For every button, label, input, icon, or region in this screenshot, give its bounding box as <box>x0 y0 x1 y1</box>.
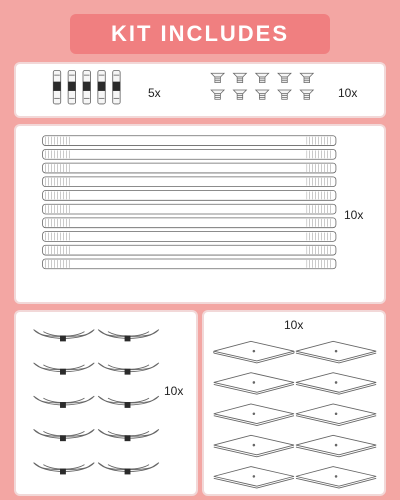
title-banner <box>70 14 330 54</box>
rods-quantity-label: 10x <box>344 208 364 222</box>
connector-pin-icon <box>53 71 120 104</box>
panel-brackets <box>14 310 198 496</box>
panel-plates <box>202 310 386 496</box>
rod-icon <box>43 136 336 269</box>
plates-quantity-label: 10x <box>284 318 304 332</box>
screw-icon <box>211 73 313 99</box>
bracket-icon <box>34 330 159 475</box>
plate-icon <box>214 341 376 488</box>
page-title: KIT INCLUDES <box>111 21 289 46</box>
brackets-illustration <box>16 312 196 494</box>
panel-rods <box>14 124 386 304</box>
plates-illustration <box>204 312 384 494</box>
rods-illustration <box>16 126 384 302</box>
panel-pins-and-screws <box>14 62 386 118</box>
pins-quantity-label: 5x <box>148 86 161 100</box>
brackets-quantity-label: 10x <box>164 384 184 398</box>
screws-quantity-label: 10x <box>338 86 358 100</box>
pins-and-screws-illustration <box>16 64 384 116</box>
